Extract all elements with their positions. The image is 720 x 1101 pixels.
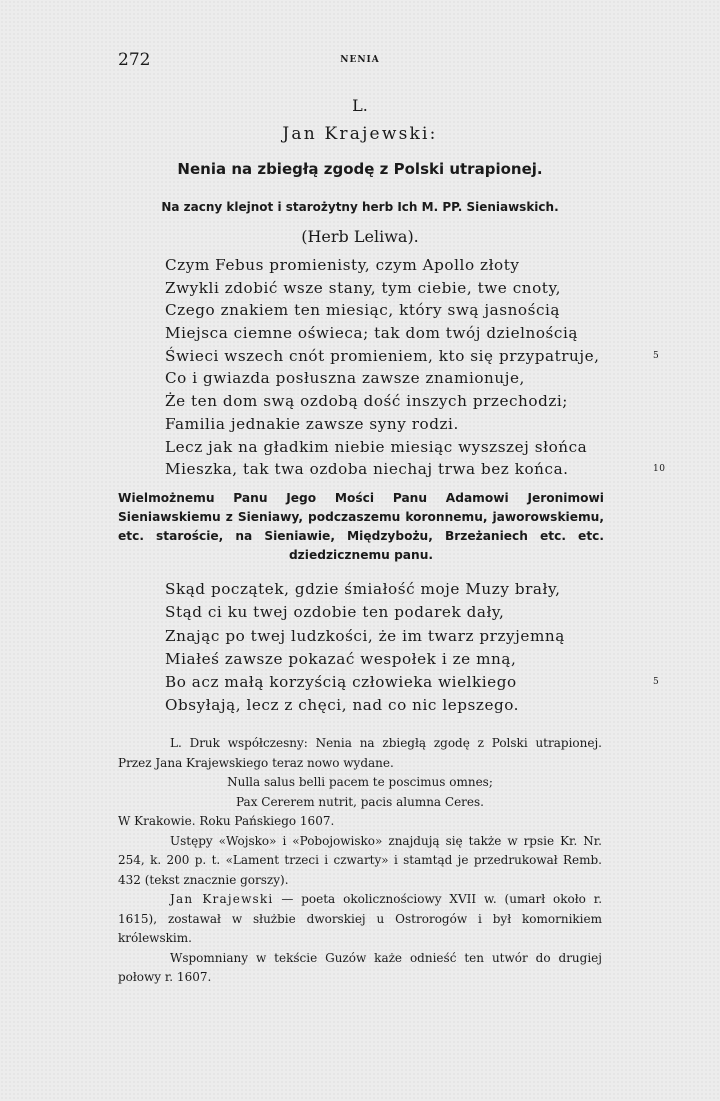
verse-text: Że ten dom swą ozdobą dość inszych przechodzi; (165, 392, 568, 411)
verse-text: Familia jednakie zawsze syny rodzi. (165, 414, 459, 433)
page-number: 272 (118, 50, 151, 70)
note-manuscript: Ustępy «Wojsko» i «Pobojowisko» znajdują się także w rpsie Kr. Nr. 254, k. 200 p. t. «Lament trzeci i czwarty» i stamtąd je przedrukował Remb. 432 (tekst znacznie gorszy). (118, 833, 602, 887)
poem-second (165, 578, 665, 718)
verse-line (165, 390, 665, 413)
verse-text: Co i gwiazda posłuszna zawsze znamionuje, (165, 369, 525, 388)
footnotes (118, 734, 602, 988)
verse-text: Bo acz małą korzyścią człowieka wielkiego (165, 673, 517, 692)
verse-text: Znając po twej ludzkości, że im twarz przyjemną (165, 626, 565, 645)
author-name: Jan Krajewski: (282, 124, 438, 144)
line-number: 5 (653, 677, 660, 688)
note-print-source: L. Druk współczesny: Nenia na zbiegłą zgodę z Polski utrapionej. Przez Jana Krajewskiego teraz nowo wydane. (118, 736, 602, 770)
verse-line (165, 254, 665, 277)
note-author-bio (118, 890, 602, 949)
poem-first (165, 254, 665, 481)
verse-line (165, 277, 665, 300)
verse-line (165, 299, 665, 322)
note-latin-line-1: Nulla salus belli pacem te poscimus omnes; (227, 775, 493, 789)
poem-subtitle: Na zacny klejnot i starożytny herb Ich M. PP. Sieniawskich. (161, 200, 559, 214)
verse-text: Świeci wszech cnót promieniem, kto się przypatruje, (165, 346, 600, 365)
verse-line (165, 625, 665, 648)
verse-line (165, 413, 665, 436)
note-imprint: W Krakowie. Roku Pańskiego 1607. (118, 814, 335, 828)
verse-text: Stąd ci ku twej ozdobie ten podarek dały, (165, 603, 505, 622)
verse-text: Zwykli zdobić wsze stany, tym ciebie, twe cnoty, (165, 278, 561, 297)
verse-line (165, 322, 665, 345)
verse-text: Miejsca ciemne oświeca; tak dom twój dzielnością (165, 324, 578, 343)
verse-line (165, 436, 665, 459)
verse-line (165, 367, 665, 390)
verse-text: Miałeś zawsze pokazać wespołek i ze mną, (165, 649, 517, 668)
line-number: 5 (653, 350, 660, 361)
verse-line (165, 648, 665, 671)
line-number: 10 (653, 464, 666, 475)
verse-line (165, 601, 665, 624)
verse-text: Czego znakiem ten miesiąc, który swą jasnością (165, 301, 561, 320)
verse-text: Obsyłają, lecz z chęci, nad co nic lepszego. (165, 696, 520, 715)
verse-text: Lecz jak na gładkim niebie miesiąc wyszszej słońca (165, 437, 588, 456)
note-dating: Wspomniany w tekście Guzów każe odnieść ten utwór do drugiej połowy r. 1607. (118, 950, 602, 984)
verse-line (165, 578, 665, 601)
verse-text: Skąd początek, gdzie śmiałość moje Muzy brały, (165, 580, 561, 598)
verse-line (165, 694, 665, 717)
verse-line (165, 458, 665, 481)
verse-text: Czym Febus promienisty, czym Apollo złoty (165, 256, 520, 274)
herb-caption: (Herb Leliwa). (301, 227, 419, 246)
note-author-name: Jan Krajewski (170, 892, 274, 906)
poem-numeral: L. (352, 96, 368, 115)
verse-line (165, 345, 665, 368)
verse-text: Mieszka, tak twa ozdoba niechaj trwa bez końca. (165, 460, 569, 479)
note-latin-line-2: Pax Cererem nutrit, pacis alumna Ceres. (236, 794, 484, 809)
verse-line (165, 671, 665, 694)
dedication-heading: Wielmożnemu Panu Jego Mości Panu Adamowi Jeronimowi Sieniawskiemu z Sieniawy, podczaszemu koronnemu, jaworowskiemu, etc. staroście, na Sieniawie, Międzybożu, Brzeżaniech etc. etc. dziedzicznemu panu. (118, 491, 604, 562)
note-author-text: — poeta okolicznościowy XVII w. (umarł około r. 1615), zostawał w służbie dworskiej u Ostrorogów i był komornikiem królewskim. (118, 892, 603, 945)
poem-title: Nenia na zbiegłą zgodę z Polski utrapionej. (177, 160, 543, 178)
running-title: NENIA (340, 55, 380, 65)
